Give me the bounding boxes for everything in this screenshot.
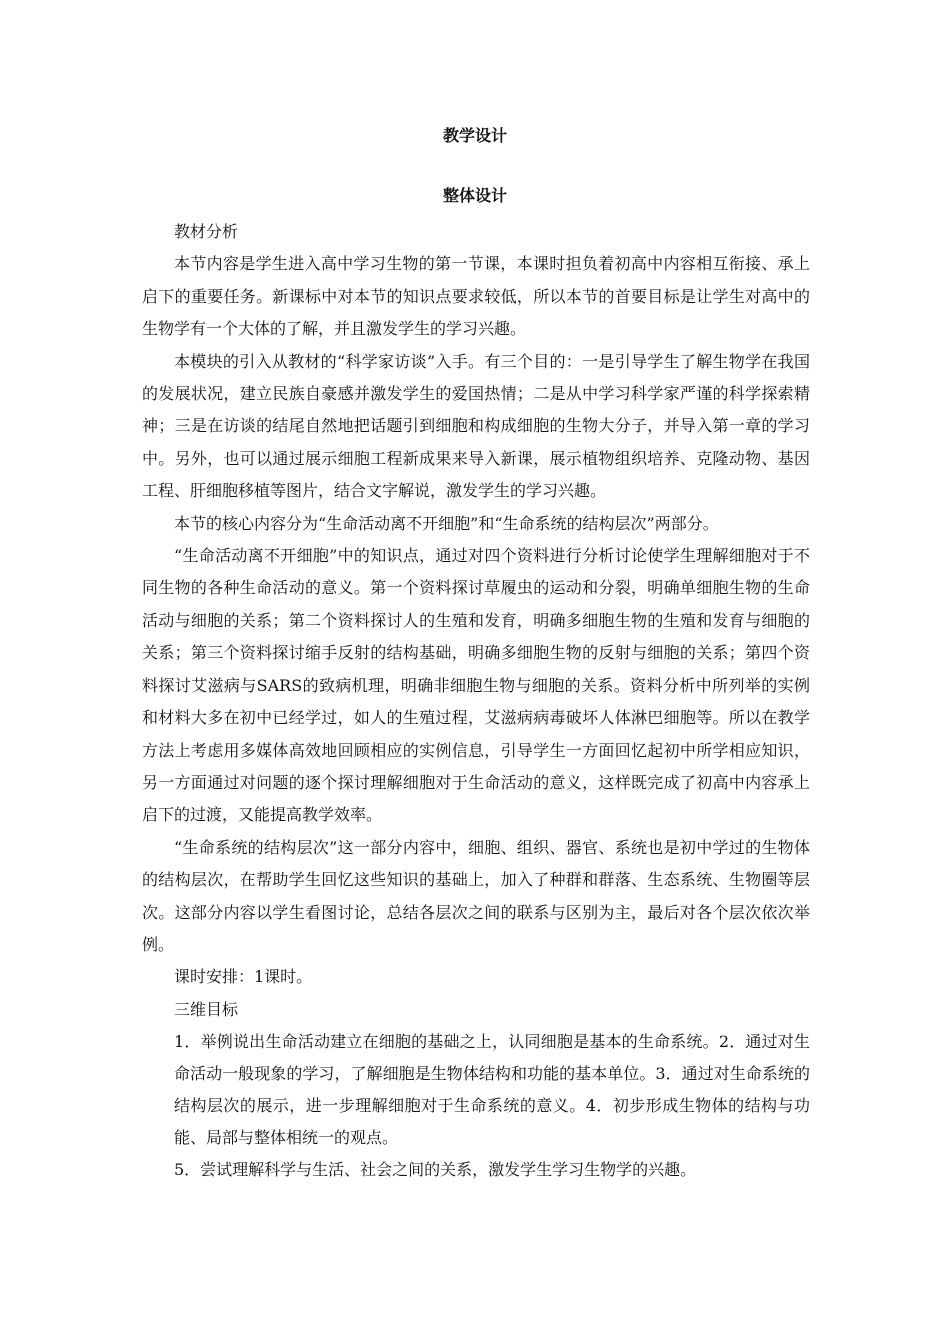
document-title: 教学设计	[442, 126, 507, 145]
paragraph-module: 本模块的引入从教材的“科学家访谈”入手。有三个目的：一是引导学生了解生物学在我国的发展状况，建立民族自豪感并激发学生的爱国热情；二是从中学习科学家严谨的科学探索精神；三是在访谈的结尾自然地把话题引到细胞和构成细胞的生物大分子，并导入第一章的学习中。另外，也可以通过展示细胞工程新成果来导入新课，展示植物组织培养、克隆动物、基因工程、肝细胞移植等图片，结合文字解说，激发学生的学习兴趣。	[142, 351, 810, 501]
document-subtitle: 整体设计	[442, 186, 507, 205]
paragraph-cell-life: “生命活动离不开细胞”中的知识点，通过对四个资料进行分析讨论使学生理解细胞对于不同生物的各种生命活动的意义。第一个资料探讨草履虫的运动和分裂，明确单细胞生物的生命活动与细胞的关系；第二个资料探讨人的生殖和发育，明确多细胞生物的生殖和发育与细胞的关系；第三个资料探讨缩手反射的结构基础，明确多细胞生物的反射与细胞的关系；第四个资料探讨艾滋病与SARS的致病机理，明确非细胞生物与细胞的关系。资料分析中所列举的实例和材料大多在初中已经学过，如人的生殖过程，艾滋病病毒破坏人体淋巴细胞等。所以在教学方法上考虑用多媒体高效地回顾相应的实例信息，引导学生一方面回忆起初中所学相应知识，另一方面通过对问题的逐个探讨理解细胞对于生命活动的意义，这样既完成了初高中内容承上启下的过渡，又能提高教学效率。	[142, 546, 810, 825]
document-body	[142, 216, 810, 1186]
paragraph-hierarchy: “生命系统的结构层次”这一部分内容中，细胞、组织、器官、系统也是初中学过的生物体的结构层次，在帮助学生回忆这些知识的基础上，加入了种群和群落、生态系统、生物圈等层次。这部分内容以学生看图讨论，总结各层次之间的联系与区别为主，最后对各个层次依次举例。	[142, 837, 810, 954]
goal-item-5: 5．尝试理解科学与生活、社会之间的关系，激发学生学习生物学的兴趣。	[174, 1160, 697, 1180]
goals-list: 1．举例说出生命活动建立在细胞的基础之上，认同细胞是基本的生命系统。2．通过对生命活动一般现象的学习，了解细胞是生物体结构和功能的基本单位。3．通过对生命系统的结构层次的展示，进一步理解细胞对于生命系统的意义。4．初步形成生物体的结构与功能、局部与整体相统一的观点。	[174, 1032, 810, 1148]
paragraph-core: 本节的核心内容分为“生命活动离不开细胞”和“生命系统的结构层次”两部分。	[174, 513, 719, 533]
section-heading-goals: 三维目标	[174, 999, 239, 1019]
schedule-line: 课时安排：1课时。	[174, 967, 313, 987]
section-heading-material: 教材分析	[174, 222, 239, 241]
paragraph-intro: 本节内容是学生进入高中学习生物的第一节课，本课时担负着初高中内容相互衔接、承上启下的重要任务。新课标中对本节的知识点要求较低，所以本节的首要目标是让学生对高中的生物学有一个大体的了解，并且激发学生的学习兴趣。	[142, 254, 810, 339]
